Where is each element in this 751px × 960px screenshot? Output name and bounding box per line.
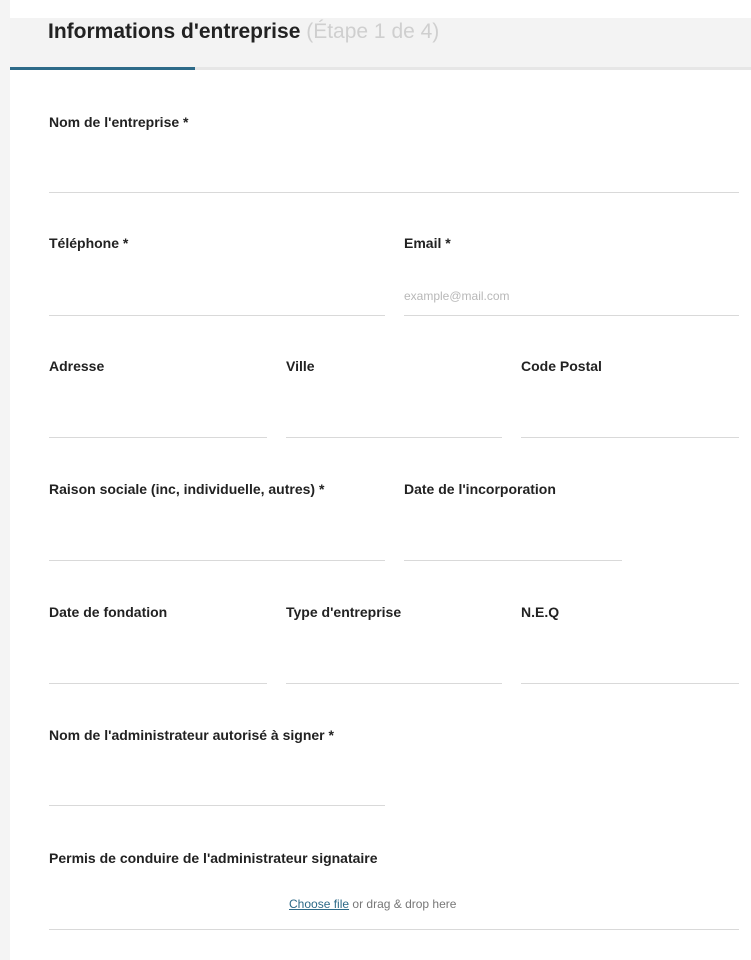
founding-date-label: Date de fondation: [49, 604, 168, 620]
company-type-input[interactable]: [286, 644, 502, 684]
progress-bar: [10, 67, 751, 70]
page-title-text: Informations d'entreprise: [48, 20, 301, 43]
form-header: [10, 0, 751, 70]
phone-label: Téléphone *: [49, 235, 129, 251]
email-label: Email *: [404, 235, 451, 251]
phone-input[interactable]: [49, 276, 385, 316]
neq-input[interactable]: [521, 644, 739, 684]
admin-name-input[interactable]: [49, 766, 385, 806]
founding-date-input[interactable]: [49, 644, 267, 684]
city-label: Ville: [286, 358, 315, 374]
admin-name-label: Nom de l'administrateur autorisé à signer *: [49, 727, 334, 743]
step-indicator: (Étape 1 de 4): [306, 20, 440, 43]
incorporation-date-input[interactable]: [404, 521, 622, 561]
email-input[interactable]: [404, 276, 739, 316]
legal-name-label: Raison sociale (inc, individuelle, autres) *: [49, 481, 325, 497]
progress-bar-fill: [10, 67, 195, 70]
choose-file-link[interactable]: Choose file: [289, 897, 350, 911]
city-input[interactable]: [286, 398, 502, 438]
address-input[interactable]: [49, 398, 267, 438]
legal-name-input[interactable]: [49, 521, 385, 561]
postal-code-input[interactable]: [521, 398, 739, 438]
license-dropzone[interactable]: [49, 890, 739, 930]
incorporation-date-label: Date de l'incorporation: [404, 481, 556, 497]
address-label: Adresse: [49, 358, 105, 374]
company-name-label: Nom de l'entreprise *: [49, 114, 189, 130]
drag-drop-text: or drag & drop here: [352, 897, 457, 911]
page-title: [48, 20, 439, 44]
company-type-label: Type d'entreprise: [286, 604, 402, 620]
license-label: Permis de conduire de l'administrateur signataire: [49, 850, 378, 866]
company-name-input[interactable]: [49, 153, 739, 193]
neq-label: N.E.Q: [521, 604, 560, 620]
upload-text: [289, 897, 456, 911]
postal-code-label: Code Postal: [521, 358, 602, 374]
page-left-border: [0, 0, 10, 960]
